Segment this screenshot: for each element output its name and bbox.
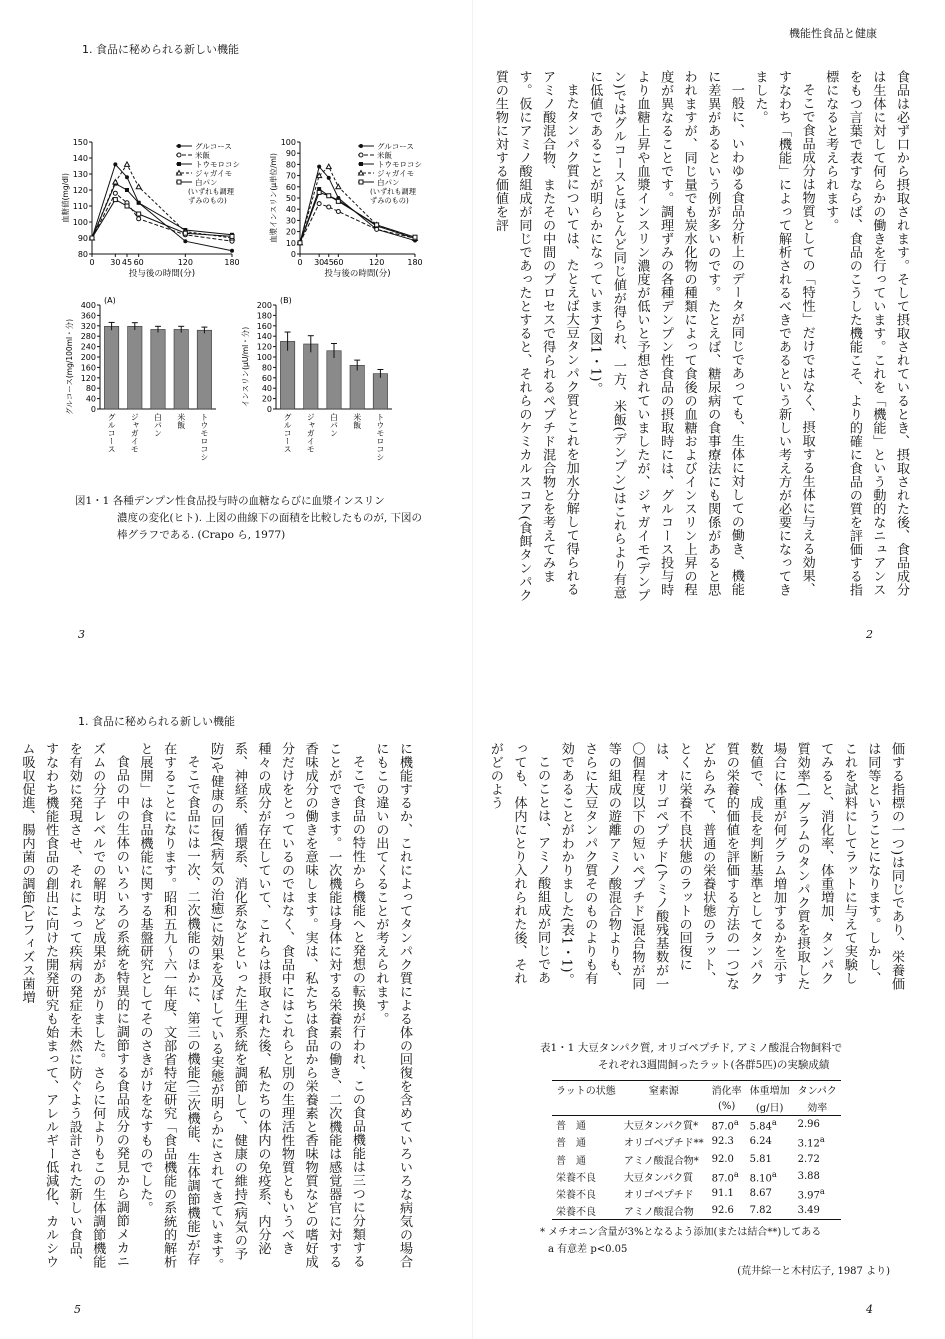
figure-caption (75, 493, 455, 544)
data-point (317, 190, 321, 194)
page2-header: 機能性食品と健康 (789, 27, 877, 40)
category-label: 白パン (153, 413, 163, 437)
table-header (620, 1098, 708, 1116)
y-axis-label: 血漿インスリン(μ単位/ml) (269, 153, 278, 243)
table-header (552, 1098, 620, 1116)
category-label: 米飯 (352, 413, 362, 429)
table-cell: 92.3 (711, 1136, 734, 1148)
table-row (552, 1185, 841, 1202)
sig-mark: a (771, 1168, 777, 1179)
data-point (183, 239, 187, 243)
x-tick-label: 0 (297, 258, 303, 267)
page4-paragraph: 価する指標の一つ)は同じであり、栄養価は同等ということになります。しかし、これを試料にしてラットに与えて実験してみると、消化率、体重増加、タンパク質効率(一グラムのタンパク質を摂取した場合に体重が何グラム増加するかを示す数値で、成長を判断基準としてタンパク質の栄養的価値を評価する方法の一つ)などからみて、普通の栄養状態のラット、とくに栄養不良状態のラットの回復には、オリゴペプチド(アミノ酸残基数が一〇個程度以下の短いペプチド)混合物が同等の組成の遊離アミノ酸混合物よりも、さらに大豆タンパク質そのものよりも有効であることがわかりました(表1・1)。 (558, 742, 904, 991)
sig-mark: a (733, 1168, 739, 1179)
y-tick-label: 0 (90, 405, 96, 414)
table-note-2: a 有意差 p<0.05 (548, 1244, 628, 1256)
table-header: ラットの状態 (552, 1081, 620, 1099)
x-axis-label: 投与後の時間(分) (128, 269, 196, 279)
legend-note: ずみのもの) (188, 196, 227, 205)
data-point (125, 188, 129, 192)
bar (104, 326, 118, 409)
y-tick-label: 0 (290, 250, 296, 259)
y-tick-label: 180 (256, 311, 272, 321)
x-tick-label: 60 (133, 258, 144, 267)
data-point (125, 162, 130, 167)
page-divider-vertical (472, 0, 473, 1339)
x-tick-label: 0 (89, 258, 95, 267)
data-point (230, 234, 234, 238)
y-tick-label: 160 (256, 321, 272, 331)
table-cell: オリゴペプチド (623, 1190, 694, 1202)
page2-paragraph: そこで食品成分は物質としての「特性」だけではなく、摂取する生体に与える効果、すなわち「機能」によって解析されるべきであるという新しい考え方が必要になってきました。 (752, 70, 815, 597)
y-tick-label: 160 (80, 363, 96, 373)
data-point (326, 164, 331, 169)
table-cell: 2.72 (797, 1153, 820, 1165)
category-label: 米飯 (176, 413, 186, 429)
legend-marker (177, 144, 181, 148)
legend-marker (177, 180, 181, 184)
table-cell: 5.81 (749, 1153, 772, 1165)
legend-note: (いずれも調理 (370, 187, 416, 196)
category-label: グルコース (107, 413, 117, 453)
data-point (136, 184, 141, 189)
data-point (183, 231, 187, 235)
table-cell (794, 1185, 841, 1202)
table-cell: 2.96 (797, 1119, 820, 1131)
y-tick-label: 120 (256, 342, 272, 352)
data-point (336, 199, 340, 203)
page3-paragraph: に機能するか、これによってタンパク質による体の回復を含めていろいろな病気の場合にもこの違いの出てくることが考えられます。 (373, 742, 412, 1269)
y-axis-label: グルコース(mg/100ml・分) (65, 318, 74, 416)
table-cell: 91.1 (711, 1188, 734, 1200)
legend-label: グルコース (195, 142, 232, 151)
x-tick-label: 30 (314, 258, 325, 267)
data-point (137, 217, 141, 221)
table-data (552, 1080, 841, 1220)
legend-label: グルコース (377, 142, 414, 151)
y-axis-label: インスリン(μU/ml・分) (241, 326, 250, 408)
page3-header: 1. 食品に秘められる新しい機能 (78, 715, 235, 728)
data-point (298, 241, 302, 245)
x-tick-label: 180 (407, 258, 423, 267)
cell-value: 3.12 (797, 1138, 820, 1150)
y-tick-label: 10 (285, 238, 296, 248)
bar (174, 329, 188, 409)
figure-line-charts (60, 132, 440, 292)
y-tick-label: 100 (72, 218, 88, 227)
data-point (327, 205, 331, 209)
y-tick-label: 80 (285, 160, 296, 170)
page3-paragraph: 食品の中の生体のいろいろの系統を特異的に調節する食品成分の発見から調節メカニズムの分子レベルでの解明など成果があがりました。さらに何よりもこの生体調節機能を有効に発現させ、それによって疾病の発症を未然に防ぐよう設計された新しい食品、すなわち機能性食品の創出に向けた開発研究も始まって、アレルギー低減化、カルシウム吸収促進、腸内菌の調節(ビフィズス菌増 (19, 742, 129, 1269)
page1-header: 1. 食品に秘められる新しい機能 (82, 43, 239, 56)
table-row (552, 1133, 841, 1150)
category-label: トウモロコシ (199, 413, 209, 461)
figure-caption-line1: 図1・1 各種デンプン性食品投与時の血糖ならびに血漿インスリン (75, 495, 385, 507)
page1-page-number: 3 (78, 628, 85, 641)
sig-mark: a (733, 1117, 739, 1127)
y-tick-label: 140 (256, 332, 272, 342)
data-point (317, 202, 321, 206)
panel-label: (B) (280, 296, 292, 305)
table-cell: 3.88 (797, 1170, 820, 1182)
table-header: 効率 (794, 1098, 841, 1116)
page2-page-number: 2 (866, 628, 873, 641)
page4-page-number: 4 (866, 1303, 873, 1316)
category-label: トウモロコシ (375, 413, 385, 461)
table-header: 窒素源 (620, 1081, 708, 1099)
legend-marker (359, 171, 364, 176)
table-cell: 92.6 (708, 1202, 746, 1220)
table-cell: 7.82 (746, 1202, 794, 1220)
cell-value: 8.10 (749, 1172, 772, 1184)
y-tick-label: 40 (261, 384, 272, 394)
x-tick-label: 30 (110, 258, 121, 267)
data-point (125, 204, 129, 208)
page2-paragraph: 一般に、いわゆる食品分析上のデータが同じであっても、生体に対しての働き、機能に差異があるという例が多いのです。たとえば、糖尿病の食事療法にも関係があると思われますが、同じ量でも炭水化物の種類によって食後の血糖およびインスリン上昇の程度が異なることです。調理ずみの各種デンプン性食品の摂取時には、グルコース投与時より血糖上昇や血漿インスリン濃度が低いと予想されていましたが、ジャガイモ(デンプン)ではグルコースとほとんど同じ値が得られ、一方、米飯(デンプン)はこれらより有意に低値であることが明らかになっています(図1・1)。 (587, 70, 744, 602)
data-point (90, 236, 94, 240)
x-tick-label: 60 (333, 258, 344, 267)
table-cell: 栄養不良 (556, 1172, 596, 1184)
x-axis-label: 投与後の時間(分) (324, 269, 391, 279)
table-cell: 普 通 (556, 1155, 586, 1167)
legend-marker (177, 153, 181, 157)
bar (350, 365, 364, 409)
legend-note: (いずれも調理 (188, 187, 234, 196)
table-cell (708, 1116, 746, 1134)
y-tick-label: 80 (261, 363, 272, 373)
legend-label: ジャガイモ (195, 169, 233, 178)
legend-marker (177, 171, 182, 176)
y-axis-label: 血糖値(mg/dl) (61, 173, 70, 223)
category-label: 白パン (329, 413, 339, 437)
y-tick-label: 0 (266, 405, 272, 414)
legend-marker (359, 162, 363, 166)
table-row (552, 1151, 841, 1168)
legend-marker (359, 180, 363, 184)
data-point (137, 201, 141, 205)
data-point (113, 162, 117, 166)
figure-caption-line3: 棒グラフである. (Crapo ら, 1977) (117, 529, 286, 541)
page3-body-text (19, 742, 416, 1274)
bar (304, 344, 318, 409)
y-tick-label: 90 (285, 149, 296, 159)
table-cell: 6.24 (749, 1136, 772, 1148)
y-tick-label: 20 (285, 227, 296, 237)
data-point (336, 209, 340, 213)
figure-bar-charts (60, 295, 440, 490)
data-point (375, 223, 379, 227)
y-tick-label: 90 (77, 234, 88, 243)
y-tick-label: 140 (72, 154, 88, 163)
bar (128, 326, 142, 409)
table-cell: 大豆タンパク質 (623, 1172, 694, 1184)
category-label: グルコース (283, 413, 293, 453)
y-tick-label: 40 (285, 205, 296, 215)
y-tick-label: 320 (80, 321, 96, 331)
table-note-1: * メチオニン含量が3%となるよう添加(または結合**)してある (540, 1227, 822, 1239)
table-header: (%) (708, 1098, 746, 1116)
cell-value: 87.0 (711, 1121, 734, 1133)
sig-mark: a (819, 1134, 825, 1145)
y-tick-label: 20 (261, 394, 272, 404)
series-line-2 (300, 204, 415, 243)
bar (151, 329, 165, 409)
table-cell: オリゴペプチド** (623, 1138, 704, 1150)
data-point (137, 212, 141, 216)
bar (197, 330, 211, 409)
bar (373, 374, 387, 409)
y-tick-label: 110 (72, 202, 88, 211)
table-header: タンパク (794, 1081, 841, 1099)
page2-paragraph: またタンパク質については、たとえば大豆タンパク質とこれを加水分解して得られるアミノ酸混合物、またその中間のプロセスで得られるペプチド混合物とを考えてみます。仮にアミノ酸組成が同じであったとすると、それらのケミカルスコア(食餌タンパク質の生物に対する価値を評 (492, 70, 579, 602)
table-cell: 3.49 (794, 1202, 841, 1220)
table-1-1 (540, 1040, 900, 1280)
y-tick-label: 50 (285, 194, 296, 203)
sig-mark: a (819, 1185, 825, 1196)
table-cell (746, 1116, 794, 1134)
page3-page-number: 5 (74, 1303, 81, 1316)
data-point (317, 165, 321, 169)
y-tick-label: 100 (280, 138, 296, 147)
legend-note: ずみのもの) (370, 196, 409, 205)
table-cell: アミノ酸混合物 (620, 1202, 708, 1220)
y-tick-label: 120 (72, 186, 88, 195)
table-source: (荒井綜一と木村広子, 1987 より) (737, 1266, 890, 1278)
table-cell: 普 通 (556, 1138, 586, 1150)
table-row (552, 1168, 841, 1185)
sig-mark: a (771, 1117, 777, 1127)
table-header: 消化率 (708, 1081, 746, 1099)
cell-value: 5.84 (749, 1121, 772, 1133)
table-title-line2: それぞれ3週間飼ったラット(各群5匹)の実験成績 (598, 1059, 830, 1071)
table-cell: 大豆タンパク質* (623, 1121, 699, 1133)
table-cell (708, 1168, 746, 1185)
data-point (113, 191, 117, 195)
page4-body-text (487, 742, 908, 997)
y-tick-label: 60 (285, 182, 296, 192)
y-tick-label: 280 (80, 332, 96, 342)
y-tick-label: 200 (256, 301, 272, 310)
page3-paragraph: そこで食品の特性から機能へと発想の転換が行われ、この食品機能は三つに分類することができます。一次機能は身体に対する栄養素の働き、二次機能は感覚器官に対する香味成分の働きを意味します。実は、私たちは食品から栄養素と香味物質などの嗜好成分だけをとっているのではなく、食品中にはこれらと別の生理活性物質ともいうべき種々の成分が存在していて、これらは摂取された後、私たちの体内の免疫系、内分泌系、神経系、循環系、消化系などといった生理系統を調節して、健康の維持(病気の予防)や健康の回復(病気の治癒)に効果を及ぼしている実態が明らかにされてきています。 (208, 742, 365, 1272)
legend-label: 白パン (377, 178, 400, 187)
legend-marker (359, 144, 363, 148)
table-cell: 栄養不良 (552, 1202, 620, 1220)
category-label: ジャガイモ (306, 413, 316, 453)
data-point (230, 249, 234, 253)
x-tick-label: 180 (224, 258, 240, 267)
data-point (336, 184, 341, 189)
data-point (327, 176, 331, 180)
legend-label: ジャガイモ (377, 169, 415, 178)
legend-label: 米飯 (377, 151, 392, 160)
table-cell: 栄養不良 (556, 1190, 596, 1202)
y-tick-label: 70 (285, 171, 296, 181)
table-row (552, 1202, 841, 1220)
y-tick-label: 100 (256, 353, 272, 362)
page2-paragraph: 食品は必ず口から摂取されます。そして摂取されているとき、摂取された後、食品成分は生体に対して何らかの働きを行っています。これを「機能」という動的なニュアンスをもつ言葉で表すならば、食品のこうした機能こそ、より的確に食品の質を評価する指標になると考えられます。 (823, 70, 909, 597)
table-cell: 普 通 (556, 1121, 586, 1133)
y-tick-label: 60 (261, 373, 272, 383)
x-tick-label: 45 (323, 258, 334, 267)
table-cell: アミノ酸混合物* (623, 1155, 699, 1167)
data-point (113, 180, 118, 185)
page4-paragraph: このことは、アミノ酸組成が同じであっても、体内にとり入れられた後、それがどのよう (487, 742, 551, 985)
y-tick-label: 360 (80, 311, 96, 321)
legend-label: トウモロコシ (377, 160, 422, 169)
y-tick-label: 400 (80, 301, 96, 310)
data-point (113, 198, 117, 202)
page2-body-text (492, 70, 913, 602)
data-point (413, 235, 417, 239)
y-tick-label: 30 (285, 216, 296, 226)
y-tick-label: 40 (85, 394, 96, 404)
x-tick-label: 45 (121, 258, 133, 267)
bar (280, 341, 294, 409)
table-header: (g/日) (746, 1098, 794, 1116)
legend-label: トウモロコシ (195, 160, 240, 169)
bar (327, 351, 341, 409)
page3-paragraph: そこで食品には一次、二次機能のほかに、第三の機能(三次機能、生体調節機能)が存在することになります。昭和五九〜六一年度、文部省特定研究「食品機能の系統的解析と展開」は食品機能に関する基盤研究としてそのさきがけをなすものでした。 (137, 742, 200, 1269)
y-tick-label: 240 (80, 342, 96, 352)
table-title-line1: 表1・1 大豆タンパク質, オリゴペプチド, アミノ酸混合物飼料で (540, 1042, 843, 1054)
legend-marker (177, 162, 181, 166)
y-tick-label: 120 (80, 373, 96, 383)
y-tick-label: 130 (72, 170, 88, 179)
table-cell (794, 1133, 841, 1150)
cell-value: 87.0 (711, 1172, 734, 1184)
panel-label: (A) (104, 296, 116, 305)
table-cell: 92.0 (711, 1153, 734, 1165)
table-row (552, 1116, 841, 1134)
legend-marker (359, 153, 363, 157)
legend-label: 白パン (195, 178, 218, 187)
figure-caption-line2: 濃度の変化(ヒト). 上図の曲線下の面積を比較したものが, 下図の (117, 512, 423, 524)
table-header: 体重増加 (746, 1081, 794, 1099)
category-label: ジャガイモ (130, 413, 140, 453)
data-point (125, 175, 129, 179)
cell-value: 3.97 (797, 1190, 820, 1202)
table-cell: 8.67 (749, 1188, 772, 1200)
table-cell (746, 1168, 794, 1185)
x-tick-label: 120 (369, 258, 385, 267)
legend-label: 米飯 (195, 151, 210, 160)
y-tick-label: 200 (80, 353, 96, 362)
y-tick-label: 150 (72, 138, 88, 147)
data-point (327, 194, 331, 198)
y-tick-label: 80 (85, 384, 96, 394)
x-tick-label: 120 (177, 258, 193, 267)
y-tick-label: 80 (77, 250, 88, 259)
